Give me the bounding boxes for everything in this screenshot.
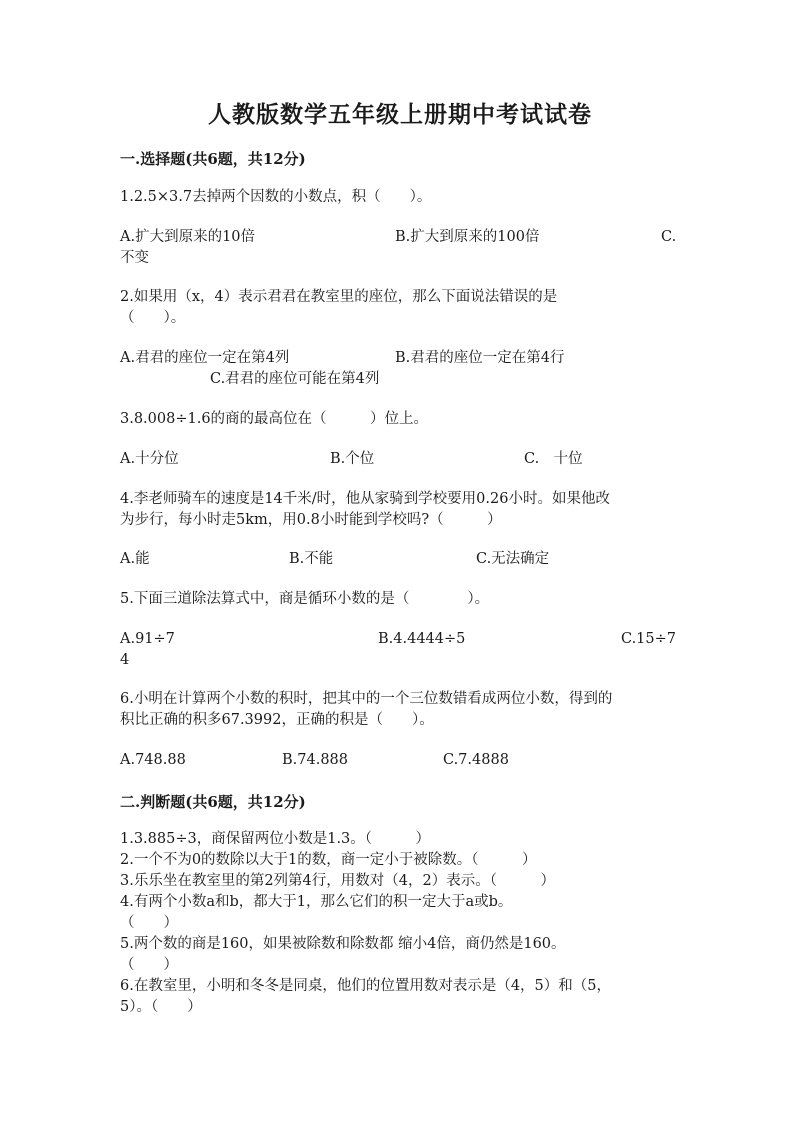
question-3-text: 3.8.008÷1.6的商的最高位在（ ）位上。 <box>120 411 429 427</box>
question-4-text-wrap: 为步行，每小时走5km，用0.8小时能到学校吗?（ ） <box>120 512 502 528</box>
judgment-item-6: 6.在教室里，小明和冬冬是同桌，他们的位置用数对表示是（4，5）和（5， <box>120 978 612 994</box>
question-2-option-b: B.君君的座位一定在第4行 <box>395 350 565 366</box>
judgment-item-4: 4.有两个小数a和b，都大于1，那么它们的积一定大于a或b。 <box>120 894 513 910</box>
question-5-option-a: A.91÷7 <box>120 631 175 647</box>
question-5-text: 5.下面三道除法算式中，商是循环小数的是（ ）。 <box>120 591 490 607</box>
section-heading-choice: 一.选择题(共6题，共12分) <box>120 150 306 168</box>
judgment-item-5-wrap: （ ） <box>120 957 178 973</box>
question-1-option-c: C. <box>661 229 677 245</box>
question-1-text: 1.2.5×3.7去掉两个因数的小数点，积（ ）。 <box>120 189 432 205</box>
question-5-option-b: B.4.4444÷5 <box>378 631 466 647</box>
question-6-option-c: C.7.4888 <box>443 752 509 768</box>
question-4-option-a: A.能 <box>120 551 150 567</box>
question-2-text: 2.如果用（x，4）表示君君在教室里的座位，那么下面说法错误的是 <box>120 289 558 305</box>
question-4-option-c: C.无法确定 <box>476 551 550 567</box>
judgment-item-6-wrap: 5）。（ ） <box>120 999 202 1015</box>
question-6-text-wrap: 积比正确的积多67.3992，正确的积是（ ）。 <box>120 712 434 728</box>
question-1-option-c-wrap: 不变 <box>120 250 149 266</box>
exam-title: 人教版数学五年级上册期中考试试卷 <box>208 101 592 128</box>
question-6-option-a: A.748.88 <box>120 752 186 768</box>
question-6-text: 6.小明在计算两个小数的积时，把其中的一个三位数错看成两位小数，得到的 <box>120 691 613 707</box>
question-3-option-a: A.十分位 <box>120 451 179 467</box>
judgment-item-3: 3.乐乐坐在教室里的第2列第4行，用数对（4，2）表示。（ ） <box>120 873 555 889</box>
question-5-option-c-wrap: 4 <box>120 652 130 668</box>
judgment-item-4-wrap: （ ） <box>120 915 178 931</box>
question-1-option-a: A.扩大到原来的10倍 <box>120 229 256 245</box>
judgment-item-2: 2.一个不为0的数除以大于1的数，商一定小于被除数。（ ） <box>120 852 537 868</box>
judgment-item-1: 1.3.885÷3，商保留两位小数是1.3。（ ） <box>120 831 431 847</box>
question-2-text-wrap: （ ）。 <box>120 310 186 326</box>
question-3-option-b: B.个位 <box>330 451 375 467</box>
question-4-option-b: B.不能 <box>289 551 334 567</box>
question-3-option-c: C. 十位 <box>524 451 583 467</box>
section-heading-judgment: 二.判断题(共6题，共12分) <box>120 793 306 811</box>
question-5-option-c: C.15÷7 <box>621 631 677 647</box>
question-2-option-a: A.君君的座位一定在第4列 <box>120 350 290 366</box>
question-2-option-c: C.君君的座位可能在第4列 <box>210 371 380 387</box>
question-4-text: 4.李老师骑车的速度是14千米/时，他从家骑到学校要用0.26小时。如果他改 <box>120 491 610 507</box>
question-6-option-b: B.74.888 <box>282 752 349 768</box>
judgment-item-5: 5.两个数的商是160，如果被除数和除数都 缩小4倍，商仍然是160。 <box>120 936 566 952</box>
question-1-option-b: B.扩大到原来的100倍 <box>395 229 540 245</box>
